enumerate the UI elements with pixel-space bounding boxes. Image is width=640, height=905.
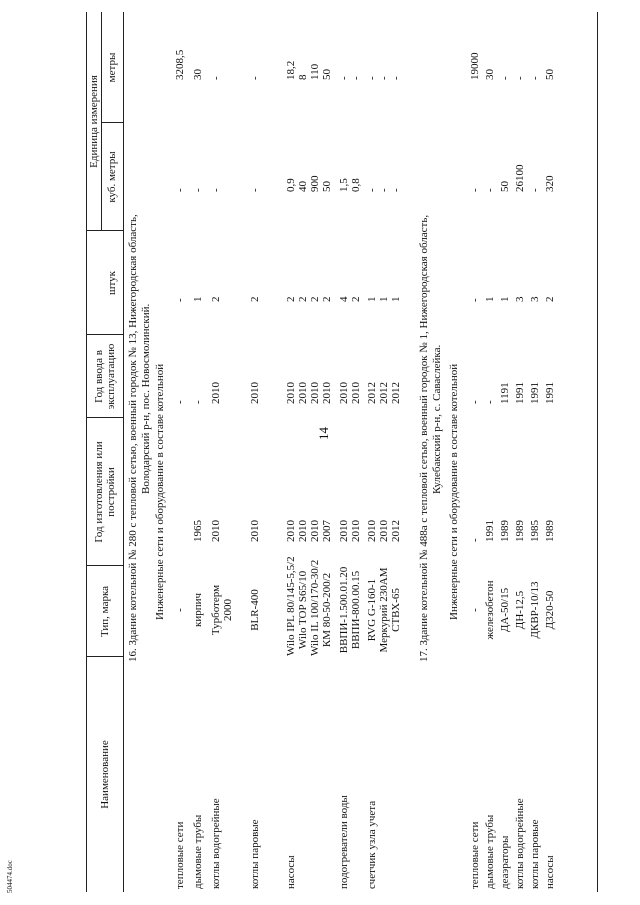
cell-type (514, 564, 526, 656)
cell-op-line: 2010 (210, 382, 222, 404)
cell-pcs-line: - (174, 298, 186, 302)
cell-op (484, 334, 496, 404)
section16-title-line1: 16. Здание котельной № 280 с тепловой сетью, военный городок № 13, Нижегородская область, (127, 214, 139, 662)
cell-pcs (192, 262, 204, 302)
cell-cub (499, 132, 511, 192)
cell-op-line: 2010 (249, 382, 261, 404)
cell-cub-line: 900 (309, 175, 321, 192)
cell-m-line: 50 (544, 69, 556, 80)
cell-m-line: - (249, 76, 261, 80)
cell-year (285, 442, 333, 542)
cell-pcs-line: 2 (350, 296, 362, 302)
cell-type-line: ВВПИ-1.500.01.20 (338, 566, 350, 654)
cell-pcs-line: 1 (390, 296, 402, 302)
cell-type-line: Меркурий 230АМ (378, 567, 390, 653)
page-number: 14 (316, 427, 331, 440)
cell-op-line: 1991 (544, 382, 556, 404)
cell-cub-line: - (174, 188, 186, 192)
cell-op-line: - (469, 400, 481, 404)
cell-pcs-line: 1 (378, 296, 390, 302)
cell-year (249, 442, 261, 542)
cell-m (469, 20, 481, 80)
cell-type-line: Wilo IL 100/170-30/2 (309, 559, 321, 656)
cell-op-line: 2012 (390, 382, 402, 404)
cell-year-line: 2010 (366, 520, 378, 542)
cell-m (544, 20, 556, 80)
cell-pcs-line: 2 (210, 296, 222, 302)
cell-m-line: - (378, 76, 390, 80)
cell-year-line: 2010 (297, 520, 309, 542)
cell-cub-line: 1,5 (338, 178, 350, 192)
cell-m-line: 8 (297, 74, 309, 80)
cell-op (544, 334, 556, 404)
cell-type (192, 564, 204, 656)
cell-type (544, 564, 556, 656)
cell-op-line: 2010 (297, 382, 309, 404)
cell-pcs (210, 262, 222, 302)
cell-year-line: 1965 (192, 520, 204, 542)
cell-pcs-line: 4 (338, 296, 350, 302)
cell-type-line: 2000 (222, 599, 234, 621)
cell-type-line: Wilo TOP S65/10 (297, 570, 309, 650)
cell-m-line: 110 (309, 63, 321, 80)
cell-cub (285, 132, 333, 192)
cell-year-line: 1991 (484, 520, 496, 542)
cell-pcs (544, 262, 556, 302)
cell-m-line: 30 (192, 69, 204, 80)
cell-cub (366, 132, 402, 192)
cell-year-line: 2007 (321, 520, 333, 542)
header-year-made: Год изготовления или постройки (92, 441, 117, 543)
cell-type-line: RVG G-160-1 (366, 578, 378, 642)
cell-cub-line: - (192, 188, 204, 192)
cell-type (484, 564, 496, 656)
cell-pcs (484, 262, 496, 302)
cell-type-line: BLR-400 (249, 589, 261, 631)
cell-name: тепловые сети (174, 821, 186, 889)
cell-op-line: 2010 (321, 382, 333, 404)
cell-cub-line: 0,8 (350, 178, 362, 192)
cell-m-line: - (499, 76, 511, 80)
cell-year (514, 442, 526, 542)
cell-name: счетчик узла учета (366, 800, 378, 889)
cell-m (249, 20, 261, 80)
cell-cub-line: 26100 (514, 164, 526, 192)
cell-type (338, 564, 362, 656)
cell-m-line: - (390, 76, 402, 80)
table-bottom-rule (597, 12, 598, 892)
cell-m-line: 18,2 (285, 60, 297, 80)
cell-type (249, 564, 261, 656)
cell-pcs-line: 2 (544, 296, 556, 302)
cell-type-line: Турботерм (210, 584, 222, 636)
cell-m-line: - (338, 76, 350, 80)
section17-title-line2: Кулебакский р-н, с. Саваслейка. (430, 344, 443, 494)
cell-pcs-line: 2 (321, 296, 333, 302)
header-name: Наименование (98, 740, 111, 809)
cell-pcs-line: 3 (529, 296, 541, 302)
cell-m-line: - (514, 76, 526, 80)
section16-subtitle: Инженерные сети и оборудование в составе котельной (154, 363, 166, 620)
cell-type-line: - (469, 608, 481, 612)
cell-type (529, 564, 541, 656)
cell-name: подогреватели воды (338, 795, 350, 889)
cell-op-line: - (192, 400, 204, 404)
cell-op (249, 334, 261, 404)
cell-pcs (514, 262, 526, 302)
cell-cub-line: - (484, 188, 496, 192)
cell-year (366, 442, 402, 542)
cell-year-line: 2010 (338, 520, 350, 542)
cell-op (174, 334, 186, 404)
cell-type (174, 564, 186, 656)
cell-type (469, 564, 481, 656)
cell-op-line: 2012 (366, 382, 378, 404)
cell-type-line: - (174, 608, 186, 612)
cell-op (366, 334, 402, 404)
cell-m (192, 20, 204, 80)
cell-pcs-line: - (469, 298, 481, 302)
cell-year-line: 2010 (378, 520, 390, 542)
cell-m-line: 3208,5 (174, 49, 186, 80)
cell-type-line: ВВПИ-800.00.15 (350, 570, 362, 650)
cell-cub (469, 132, 481, 192)
cell-cub-line: 40 (297, 181, 309, 192)
cell-cub (249, 132, 261, 192)
cell-type-line: железобетон (484, 580, 496, 640)
cell-op-line: 2010 (309, 382, 321, 404)
cell-pcs (285, 262, 333, 302)
cell-pcs (529, 262, 541, 302)
rotated-table-sheet (86, 12, 606, 892)
cell-m-line: 19000 (469, 52, 481, 80)
header-pcs: штук (106, 271, 118, 295)
document-code: 504474.doc (6, 860, 14, 893)
cell-name: насосы (544, 855, 556, 889)
cell-pcs (469, 262, 481, 302)
cell-year-line: 2010 (309, 520, 321, 542)
cell-m (338, 20, 362, 80)
cell-pcs-line: 1 (499, 296, 511, 302)
cell-year (529, 442, 541, 542)
cell-cub (529, 132, 541, 192)
cell-pcs-line: 1 (366, 296, 378, 302)
cell-op (469, 334, 481, 404)
cell-cub-line: 50 (321, 181, 333, 192)
cell-cub (338, 132, 362, 192)
cell-year-line: 1989 (544, 520, 556, 542)
cell-year (469, 442, 481, 542)
cell-year (210, 442, 222, 542)
cell-cub (544, 132, 556, 192)
section17-title-line1: 17. Здание котельной № 488а с тепловой сетью, военный городок № 1, Нижегородская область, (418, 214, 430, 662)
cell-m (285, 20, 333, 80)
cell-name: тепловые сети (469, 821, 481, 889)
cell-name: дымовые трубы (484, 814, 496, 889)
header-cub: куб. метры (106, 151, 118, 203)
cell-year-line: 2010 (285, 520, 297, 542)
cell-type-line: ДКВР-10/13 (529, 581, 541, 639)
header-type: Тип, марка (98, 585, 111, 638)
cell-name: котлы водогрейные (210, 798, 222, 889)
cell-op-line: - (174, 400, 186, 404)
cell-m (174, 20, 186, 80)
cell-op (514, 334, 526, 404)
cell-name: котлы водогрейные (514, 798, 526, 889)
cell-op-line: 1991 (514, 382, 526, 404)
cell-m (484, 20, 496, 80)
cell-name: котлы паровые (249, 819, 261, 889)
cell-cub-line: - (366, 188, 378, 192)
cell-type (210, 564, 234, 656)
cell-type-line: КМ 80-50-200/2 (321, 572, 333, 648)
cell-type-line: ДА-50/15 (499, 587, 511, 633)
cell-m-line: - (210, 76, 222, 80)
cell-op (285, 334, 333, 404)
cell-pcs-line: 2 (309, 296, 321, 302)
header-year-op: Год ввода в эксплуатацию (92, 343, 117, 410)
cell-m (514, 20, 526, 80)
cell-year (192, 442, 204, 542)
cell-year (484, 442, 496, 542)
cell-op-line: 1991 (529, 382, 541, 404)
section16-title (127, 214, 152, 662)
cell-op (499, 334, 511, 404)
cell-type (499, 564, 511, 656)
cell-cub (192, 132, 204, 192)
cell-year-line (174, 442, 186, 542)
cell-year (174, 442, 186, 542)
cell-pcs (499, 262, 511, 302)
cell-cub (210, 132, 222, 192)
cell-year-line: 1989 (514, 520, 526, 542)
cell-op (210, 334, 222, 404)
cell-pcs (174, 262, 186, 302)
cell-cub-line: - (378, 188, 390, 192)
header-m: метры (106, 52, 118, 83)
cell-type-line: ДН-12,5 (514, 590, 526, 630)
cell-pcs-line: 2 (297, 296, 309, 302)
cell-type (366, 564, 402, 656)
cell-type-line: Wilo IPL 80/145-5,5/2 (285, 556, 297, 656)
cell-op (338, 334, 362, 404)
cell-year (499, 442, 511, 542)
cell-year-line: 1989 (499, 520, 511, 542)
cell-m (210, 20, 222, 80)
cell-cub-line: - (390, 188, 402, 192)
cell-cub (484, 132, 496, 192)
cell-cub-line: - (529, 188, 541, 192)
cell-m-line: 50 (321, 69, 333, 80)
section17-title (418, 215, 443, 662)
cell-year-line: - (469, 538, 481, 542)
cell-cub-line: 0,9 (285, 178, 297, 192)
cell-m-line: - (366, 76, 378, 80)
cell-cub-line: - (249, 188, 261, 192)
cell-pcs-line: 2 (249, 296, 261, 302)
cell-type-line: Д320-50 (544, 590, 556, 630)
cell-type (285, 556, 333, 656)
section17-subtitle: Инженерные сети и оборудование в составе котельной (448, 363, 460, 620)
cell-year-line: 2010 (249, 520, 261, 542)
cell-pcs-line: 2 (285, 296, 297, 302)
cell-m-line: 30 (484, 69, 496, 80)
cell-cub-line: - (210, 188, 222, 192)
cell-pcs (338, 262, 362, 302)
cell-m-line: - (350, 76, 362, 80)
cell-pcs-line: 3 (514, 296, 526, 302)
cell-cub-line: 320 (544, 175, 556, 192)
section16-title-line2: Володарский р-н, пос. Новосмолинский. (139, 303, 152, 494)
cell-year-line: 2012 (390, 520, 402, 542)
cell-pcs-line: 1 (484, 296, 496, 302)
cell-name: котлы паровые (529, 819, 541, 889)
cell-op-line: 1191 (499, 382, 511, 404)
cell-op-line: 2010 (285, 382, 297, 404)
cell-cub-line: - (469, 188, 481, 192)
cell-op-line: 2012 (378, 382, 390, 404)
cell-m-line: - (529, 76, 541, 80)
cell-year-line: 1985 (529, 520, 541, 542)
cell-pcs (366, 262, 402, 302)
cell-op (192, 334, 204, 404)
cell-year (544, 442, 556, 542)
cell-year (338, 442, 362, 542)
cell-m (529, 20, 541, 80)
cell-op-line: - (484, 400, 496, 404)
cell-name: дымовые трубы (192, 814, 204, 889)
header-bottom-rule (123, 12, 124, 892)
cell-type-line: кирпич (192, 592, 204, 628)
cell-pcs (249, 262, 261, 302)
cell-op-line: 2010 (350, 382, 362, 404)
cell-cub (174, 132, 186, 192)
cell-year-line: 2010 (350, 520, 362, 542)
cell-op-line: 2010 (338, 382, 350, 404)
cell-name: насосы (285, 855, 297, 889)
cell-cub (514, 132, 526, 192)
cell-m (499, 20, 511, 80)
cell-m (366, 20, 402, 80)
cell-year-line: 2010 (210, 520, 222, 542)
cell-type-line: СТВХ-65 (390, 588, 402, 632)
cell-pcs-line: 1 (192, 296, 204, 302)
cell-name: деаэраторы (499, 835, 511, 889)
cell-cub-line: 50 (499, 181, 511, 192)
header-unit: Единица измерения (87, 75, 100, 168)
cell-op (529, 334, 541, 404)
